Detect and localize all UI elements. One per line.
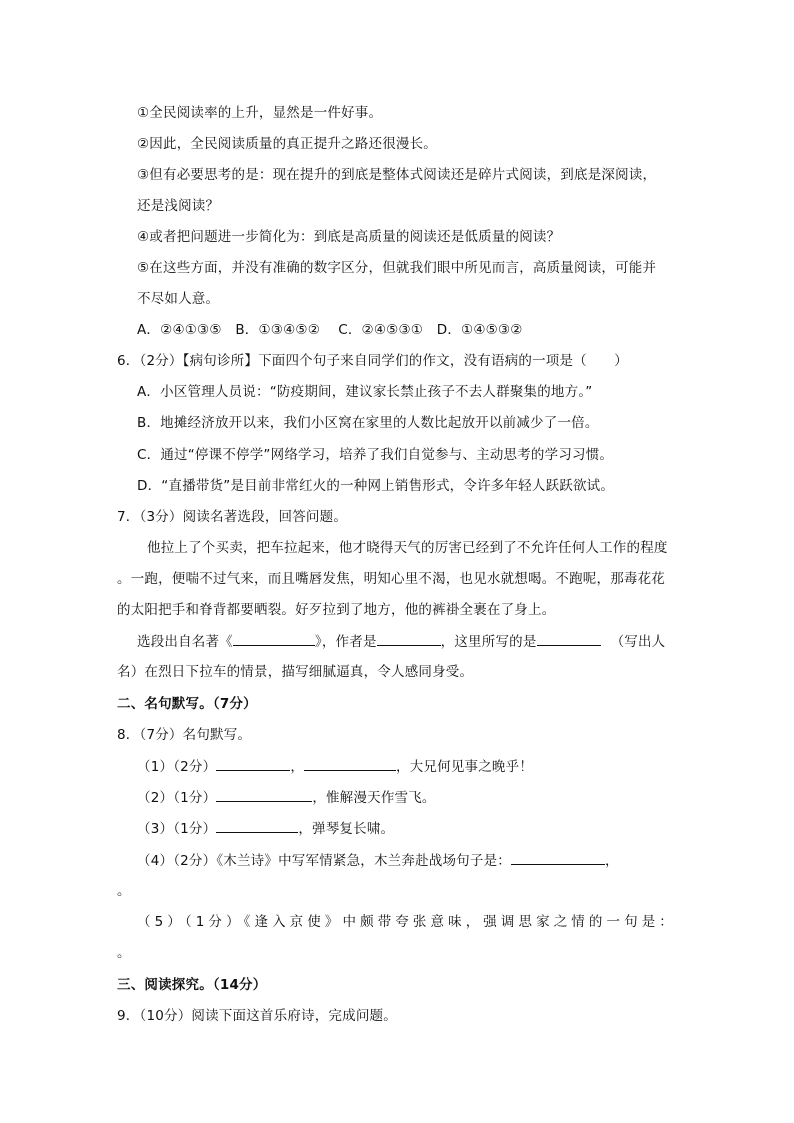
q5-sentence-1: ①全民阅读率的上升，显然是一件好事。 [137,105,383,121]
q8-item-3 [137,818,394,839]
q7-passage-line-3: 的太阳把手和脊背都要晒裂。好歹拉到了地方，他的裤褂全裹在了身上。 [117,602,556,618]
q8-stem: 8．（7分）名句默写。 [117,727,252,743]
q8-item-2-blank[interactable] [216,787,312,802]
q8-item-4-line-2 [117,881,131,901]
q8-item-1 [137,756,533,777]
q8-item-4-blank-a[interactable] [511,850,605,865]
q9-stem: 9．（10分）阅读下面这首乐府诗，完成问题。 [117,1008,397,1024]
q8-item-4-end: 。 [117,883,131,899]
q8-item-5: （5）（1分）《逢入京使》中颇带夸张意味，强调思家之情的一句是： [137,914,673,930]
q6-option-c: C．通过“停课不停学”网络学习，培养了我们自觉参与、主动思考的学习习惯。 [137,447,614,463]
q8-item-2 [137,787,436,808]
q7-fill-text-a: 选段出自名著《 [137,634,233,650]
q8-item-2-label: （2）（1分） [137,790,217,806]
q6-option-a: A．小区管理人员说：“防疫期间，建议家长禁止孩子不去人群聚集的地方。” [137,384,593,400]
q8-item-1-blank-a[interactable] [216,756,290,771]
q7-fill-line-1 [137,631,665,652]
q7-passage-line-2: 。一跑，便喘不过气来，而且嘴唇发焦，明知心里不渴，也见水就想喝。不跑呢，那毒花花 [117,571,665,587]
q6-option-b: B．地摊经济放开以来，我们小区窝在家里的人数比起放开以前减少了一倍。 [137,415,599,431]
q5-sentence-2: ②因此，全民阅读质量的真正提升之路还很漫长。 [137,136,438,152]
section-3-title: 三、阅读探究。（14分） [117,977,267,993]
q5-sentence-3-line-2: 还是浅阅读？ [137,198,220,214]
q8-item-1-label: （1）（2分） [137,759,217,775]
q5-sentence-5-line-2: 不尽如人意。 [137,291,220,307]
q8-item-4 [137,850,619,871]
q7-fill-text-c: ，这里所写的是 [440,634,537,650]
q8-item-4-text: （4）（2分）《木兰诗》中写军情紧急，木兰奔赴战场句子是： [137,853,511,869]
q8-item-5-end: 。 [117,945,131,961]
q8-item-3-label: （3）（1分） [137,821,217,837]
q8-item-5-line-2 [117,943,131,963]
section-2-title: 二、名句默写。（7分） [117,696,257,712]
q8-item-3-tail: ，弹琴复长啸。 [298,821,395,837]
q7-passage-line-1: 他拉上了个买卖，把车拉起来，他才晓得天气的厉害已经到了不允许任何人工作的程度 [147,540,668,556]
q5-sentence-4: ④或者把问题进一步简化为：到底是高质量的阅读还是低质量的阅读？ [137,229,561,245]
q7-fill-line-2: 名）在烈日下拉车的情景，描写细腻逼真，令人感同身受。 [117,664,474,680]
q7-blank-character[interactable] [537,631,601,646]
q6-option-d: D．“直播带货”是目前非常红火的一种网上销售形式，令许多年轻人跃跃欲试。 [137,478,615,494]
q7-blank-book[interactable] [233,631,315,646]
q5-options: A．②④①③⑤ B．①③④⑤② C．②④⑤③① D．①④⑤③② [137,322,523,338]
q5-sentence-5-line-1: ⑤在这些方面，并没有准确的数字区分，但就我们眼中所见而言，高质量阅读，可能并 [137,260,657,276]
q7-fill-text-d: （写出人 [610,634,666,650]
q7-stem: 7．（3分）阅读名著选段，回答问题。 [117,509,348,525]
q7-blank-author[interactable] [377,631,441,646]
q6-stem: 6．（2分）【病句诊所】下面四个句子来自同学们的作文，没有语病的一项是（ ） [117,353,628,369]
q5-sentence-3-line-1: ③但有必要思考的是：现在提升的到底是整体式阅读还是碎片式阅读，到底是深阅读， [137,167,657,183]
q8-item-1-blank-b[interactable] [304,756,396,771]
q8-item-3-blank[interactable] [216,818,298,833]
q8-item-1-sep: ， [290,759,305,775]
q8-item-2-tail: ，惟解漫天作雪飞。 [312,790,436,806]
q7-fill-text-b: 》，作者是 [314,634,377,650]
q8-item-4-tail: ， [604,853,619,869]
q8-item-1-tail: ，大兄何见事之晚乎！ [396,759,534,775]
